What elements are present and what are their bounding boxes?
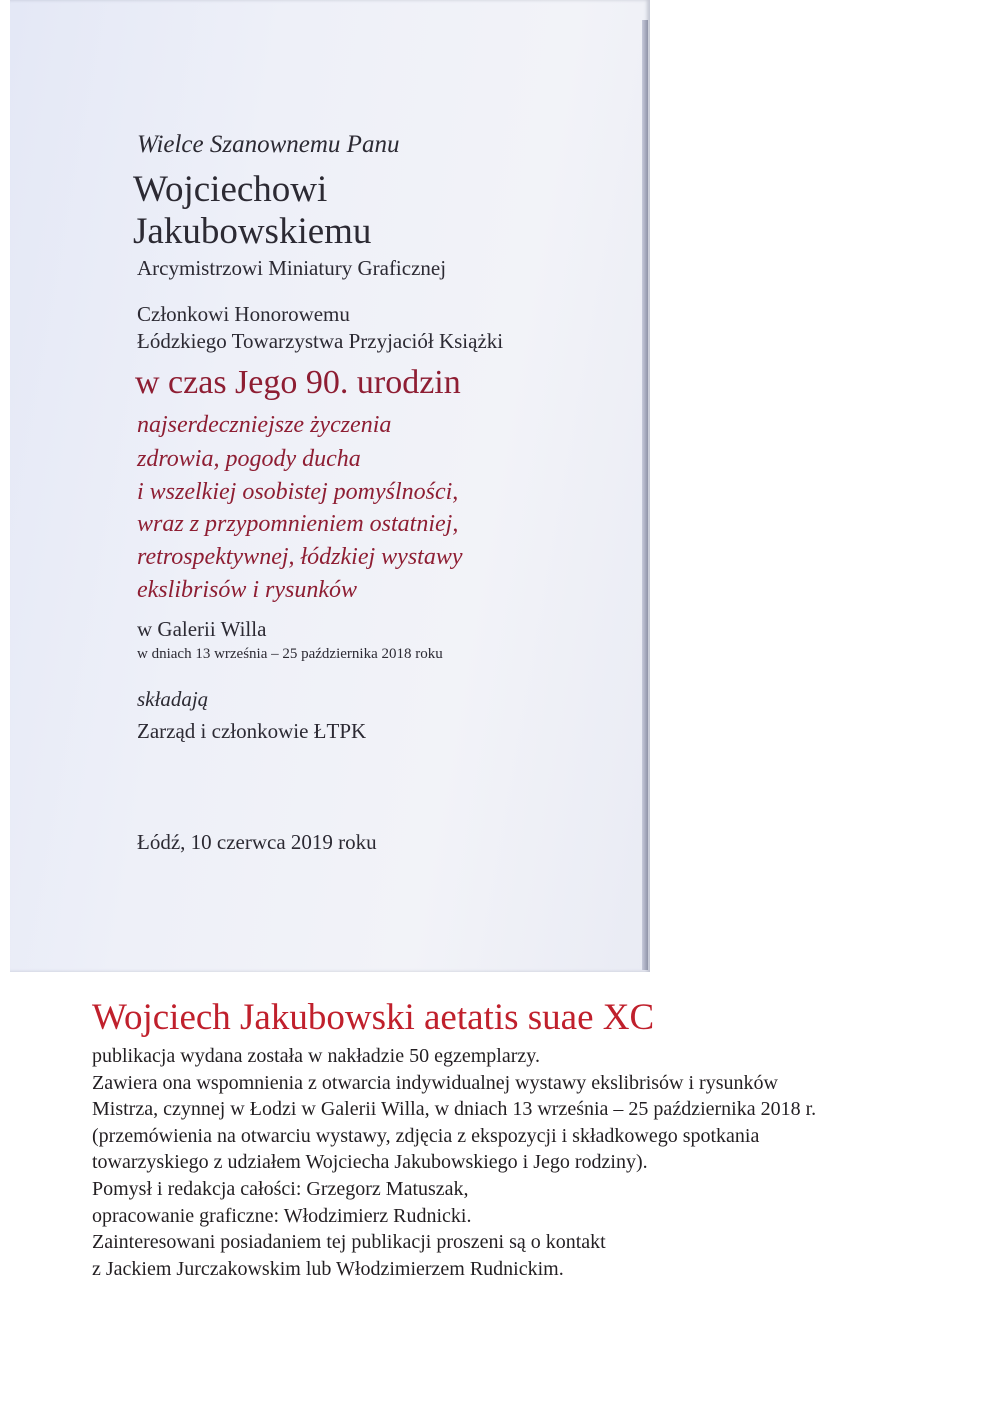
card-page-edge xyxy=(642,20,648,970)
description-line: Pomysł i redakcja całości: Grzegorz Matuszak, xyxy=(92,1177,469,1200)
card-name-line-1: Wojciechowi xyxy=(133,169,328,210)
card-wish-line: wraz z przypomnieniem ostatniej, xyxy=(137,511,459,537)
publication-description xyxy=(92,1043,972,1282)
greeting-card-photo xyxy=(10,0,650,972)
description-line: publikacja wydana została w nakładzie 50 egzemplarzy. xyxy=(92,1045,540,1067)
card-place-date: Łódź, 10 czerwca 2019 roku xyxy=(137,830,377,854)
card-wish-line: retrospektywnej, łódzkiej wystawy xyxy=(137,544,463,570)
card-wish-line: zdrowia, pogody ducha xyxy=(137,446,361,472)
publication-title: Wojciech Jakubowski aetatis suae XC xyxy=(92,997,655,1038)
card-exhibition-dates: w dniach 13 września – 25 października 2018 roku xyxy=(137,646,443,662)
card-wish-line: i wszelkiej osobistej pomyślności, xyxy=(137,479,459,505)
description-line: Zawiera ona wspomnienia z otwarcia indywidualnej wystawy ekslibrisów i rysunków xyxy=(92,1071,778,1094)
card-occasion: w czas Jego 90. urodzin xyxy=(135,364,461,401)
card-membership-line-2: Łódzkiego Towarzystwa Przyjaciół Książki xyxy=(137,329,504,353)
description-line: (przemówienia na otwarciu wystawy, zdjęcia z ekspozycji i składkowego spotkania xyxy=(92,1124,760,1147)
description-line: Mistrza, czynnej w Łodzi w Galerii Willa, w dniach 13 września – 25 października 2018 r. xyxy=(92,1098,817,1121)
card-signatories: Zarząd i członkowie ŁTPK xyxy=(137,719,367,743)
card-salutation: Wielce Szanownemu Panu xyxy=(137,131,400,158)
description-line: towarzyskiego z udziałem Wojciecha Jakubowskiego i Jego rodziny). xyxy=(92,1151,648,1174)
card-membership-line-1: Członkowi Honorowemu xyxy=(137,302,350,326)
card-wish-line: ekslibrisów i rysunków xyxy=(137,577,357,603)
card-honorific-title: Arcymistrzowi Miniatury Graficznej xyxy=(137,256,447,280)
card-gallery-name: w Galerii Willa xyxy=(137,617,267,641)
description-line: z Jackiem Jurczakowskim lub Włodzimierzem Rudnickim. xyxy=(92,1257,564,1280)
description-line: opracowanie graficzne: Włodzimierz Rudnicki. xyxy=(92,1204,472,1227)
card-signoff-label: składają xyxy=(137,687,209,711)
description-line: Zainteresowani posiadaniem tej publikacji proszeni są o kontakt xyxy=(92,1231,606,1254)
card-wish-line: najserdeczniejsze życzenia xyxy=(137,412,392,438)
card-name-line-2: Jakubowskiemu xyxy=(133,211,372,252)
